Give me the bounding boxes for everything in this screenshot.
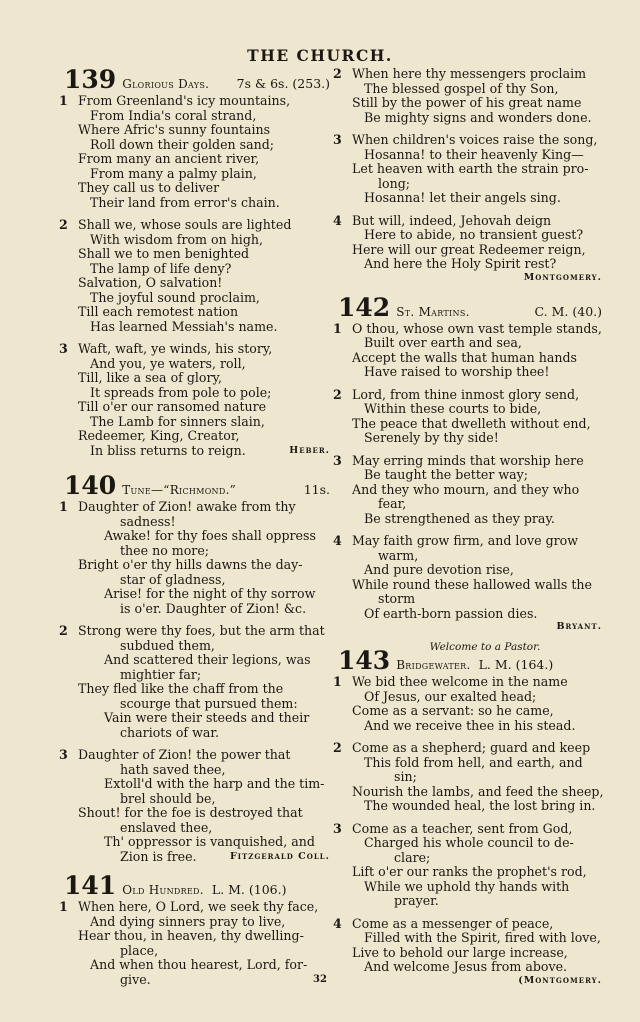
tune-name: St. Martins. (396, 304, 470, 319)
verse-line: From many a palmy plain, (90, 165, 257, 181)
verse-line: Of earth-born passion dies. (364, 605, 538, 621)
hymn-number: 141 (64, 871, 117, 900)
verse-line: Their land from error's chain. (90, 194, 280, 210)
verse-line: 1 From Greenland's icy mountains, (59, 93, 291, 108)
verse-line: 1 O thou, whose own vast temple stands, (333, 320, 602, 336)
verse-line: star of gladness, (120, 571, 226, 587)
verse-line: The peace that dwelleth without end, (352, 415, 591, 431)
hymn-141 (59, 871, 330, 987)
verse-line: Shall we to men benighted (78, 246, 250, 261)
verse-line: While round these hallowed walls the (352, 576, 592, 592)
verse-line: warm, (378, 547, 419, 563)
verse-line: 4 May faith grow firm, and love grow (333, 533, 579, 548)
verse-line: And here the Holy Spirit rest? (364, 256, 557, 271)
verse-number: 3 (59, 747, 68, 762)
verse-number: 1 (59, 499, 68, 514)
hymn-143 (333, 641, 604, 987)
author-attribution: Fitzgerald Coll. (229, 850, 330, 862)
hymn-heading (64, 872, 330, 900)
verse-number: 3 (333, 452, 342, 468)
verse-line: Till o'er our ransomed nature (78, 399, 267, 414)
verse-line: thee no more; (120, 542, 210, 558)
meter: 11s. (303, 482, 330, 497)
verse-line: Serenely by thy side! (364, 430, 499, 445)
verse-number: 2 (333, 740, 342, 755)
verse-line: The blessed gospel of thy Son, (364, 80, 559, 96)
verse-line: chariots of war. (120, 724, 220, 740)
verse-line: And scattered their legions, was (104, 652, 311, 667)
verse-line: Let heaven with earth the strain pro- (352, 161, 589, 176)
verse-line: The wounded heal, the lost bring in. (364, 798, 596, 813)
hymn-number: 142 (338, 292, 391, 322)
verse-line: 3 Waft, waft, ye winds, his story, (59, 341, 273, 356)
verse-line: give. (120, 971, 151, 987)
hymn-141-continued (333, 66, 602, 284)
verse-line: Vain were their steeds and their (104, 710, 310, 725)
verse-line: In bliss returns to reign. Heber. (90, 442, 330, 458)
verse-line: hath saved thee, (120, 761, 226, 777)
verse-number: 2 (59, 623, 68, 638)
verse-line: Hosanna! to their heavenly King— (364, 146, 584, 162)
verse-line: And welcome Jesus from above. (364, 959, 568, 974)
right-column (333, 66, 604, 987)
verse-line: And they who mourn, and they who (352, 481, 580, 497)
tune-name: Tune—“Richmond.” (122, 483, 237, 497)
verse-line: The Lamb for sinners slain, (90, 413, 265, 429)
verse-line: 4 Come as a messenger of peace, (333, 915, 554, 931)
verse-line: Come as a servant: so he came, (352, 703, 554, 718)
tune-name: Old Hundred. (122, 883, 204, 897)
verse-line: And pure devotion rise, (364, 562, 514, 577)
verse-line: Hosanna! let their angels sing. (364, 190, 561, 205)
hymn-139 (59, 65, 330, 458)
verse-number: 4 (333, 915, 342, 931)
verse-line: With wisdom from on high, (90, 231, 264, 247)
verse-line: The lamp of life deny? (90, 260, 232, 276)
verse-line: Arise! for the night of thy sorrow (104, 586, 316, 601)
verse-line: This fold from hell, and earth, and (364, 754, 583, 770)
verse-line: 2 Lord, from thine inmost glory send, (333, 386, 580, 402)
verse-line: Has learned Messiah's name. (90, 318, 278, 334)
verse-line: Be mighty signs and wonders done. (364, 109, 592, 125)
meter: L. M. (106.) (211, 882, 287, 897)
hymn-number: 140 (64, 471, 117, 500)
verse-line: They fled like the chaff from the (78, 681, 284, 696)
verse-number: 2 (333, 386, 342, 402)
verse-line: Till, like a sea of glory, (78, 370, 222, 385)
meter: 7s & 6s. (253.) (236, 76, 330, 91)
verse-number: 2 (59, 217, 68, 232)
verse-line: Awake! for thy foes shall oppress (104, 528, 316, 543)
verse-line: prayer. (394, 893, 439, 908)
verse-number: 2 (333, 66, 342, 81)
verse-line: brel should be, (120, 790, 216, 806)
verse-line: Extoll'd with the harp and the tim- (104, 776, 325, 791)
verse-line: While we uphold thy hands with (364, 878, 570, 894)
meter: L. M. (164.) (478, 657, 554, 672)
verse-line: And you, ye waters, roll, (90, 355, 246, 371)
verse-line: Hear thou, in heaven, thy dwelling- (78, 928, 304, 943)
hymn-heading (338, 294, 602, 322)
verse-line: sin; (394, 769, 417, 784)
verse-line: 1 Daughter of Zion! awake from thy (59, 499, 296, 514)
hymn-number: 143 (338, 646, 391, 675)
hymn-heading (64, 472, 330, 500)
verse-line: 3 Daughter of Zion! the power that (59, 747, 291, 762)
occasion-title: Welcome to a Pastor. (429, 641, 541, 653)
author-attribution: Heber. (289, 444, 330, 456)
verse-line: Be strengthened as they pray. (364, 510, 555, 526)
verse-number: 4 (333, 212, 342, 228)
verse-line: From many an ancient river, (78, 151, 260, 166)
verse-line: place, (120, 942, 159, 958)
hymn-heading (64, 66, 330, 94)
verse-line: The joyful sound proclaim, (90, 289, 260, 305)
verse-number: 1 (59, 899, 68, 914)
author-attribution: Montgomery. (523, 271, 602, 283)
verse-line: 3 When children's voices raise the song, (333, 132, 598, 147)
verse-line: Shout! for the foe is destroyed that (78, 805, 303, 820)
verse-line: Zion is free. Fitzgerald Coll. (120, 848, 330, 864)
verse-line: 2 When here thy messengers proclaim (333, 66, 587, 81)
verse-line: And we receive thee in his stead. (364, 717, 576, 733)
verse-line: They call us to deliver (78, 180, 220, 195)
verse-line: Live to behold our large increase, (352, 944, 568, 960)
verse-line: Built over earth and sea, (364, 335, 522, 350)
verse-line: Till each remotest nation (78, 304, 239, 319)
verse-line: 1 We bid thee welcome in the name (333, 674, 568, 689)
verse-line: Filled with the Spirit, fired with love, (364, 930, 601, 945)
verse-line: Of Jesus, our exalted head; (364, 688, 537, 704)
verse-line: scourge that pursued them: (120, 695, 298, 711)
verse-line: Have raised to worship thee! (364, 364, 550, 379)
verse-line: mightier far; (120, 666, 202, 682)
verse-number: 1 (59, 93, 68, 108)
verse-line: Th' oppressor is vanquished, and (104, 834, 315, 849)
verse-line: 1 When here, O Lord, we seek thy face, (59, 899, 319, 914)
verse-number: 4 (333, 533, 342, 548)
meter: C. M. (40.) (534, 303, 602, 319)
verse-line: Here will our great Redeemer reign, (352, 241, 586, 257)
verse-number: 1 (333, 320, 342, 336)
verse-line: Where Afric's sunny fountains (78, 122, 271, 137)
hymn-number: 139 (64, 65, 117, 94)
verse-number: 1 (333, 674, 342, 689)
verse-line: And dying sinners pray to live, (90, 913, 286, 929)
verse-line: 2 Strong were thy foes, but the arm that (59, 623, 325, 638)
verse-number: 3 (333, 820, 342, 836)
verse-line: 4 But will, indeed, Jehovah deign (333, 212, 552, 228)
verse-line: 3 May erring minds that worship here (333, 452, 584, 468)
verse-number: 3 (59, 341, 68, 356)
running-title: THE CHURCH. (247, 46, 393, 65)
verse-line: Redeemer, King, Creator, (78, 428, 240, 443)
verse-line: 2 Shall we, whose souls are lighted (59, 217, 292, 232)
author-attribution: Bryant. (556, 621, 602, 632)
verse-number: 3 (333, 132, 342, 147)
author-attribution: (Montgomery. (518, 974, 602, 986)
verse-line: Bright o'er thy hills dawns the day- (78, 557, 303, 572)
hymn-142 (333, 292, 602, 634)
tune-name: Glorious Days. (122, 77, 210, 91)
left-column (59, 65, 330, 987)
verse-line: enslaved thee, (120, 819, 213, 835)
verse-line: Accept the walls that human hands (352, 349, 578, 365)
verse-line: Be taught the better way; (364, 467, 529, 482)
page-number: 32 (313, 974, 327, 985)
verse-line: Here to abide, no transient guest? (364, 227, 584, 242)
verse-line: Within these courts to bide, (364, 401, 542, 416)
verse-line: Salvation, O salvation! (78, 275, 223, 290)
verse-line: 3 Come as a teacher, sent from God, (333, 820, 573, 836)
hymn-140 (59, 471, 330, 864)
verse-line: 2 Come as a shepherd; guard and keep (333, 740, 591, 755)
verse-line: is o'er. Daughter of Zion! &c. (120, 600, 307, 616)
verse-line: fear, (378, 496, 407, 511)
verse-line: It spreads from pole to pole; (90, 384, 272, 400)
verse-line: clare; (394, 849, 431, 865)
verse-line: sadness! (120, 513, 176, 529)
verse-line: storm (378, 591, 416, 606)
verse-line: From India's coral strand, (90, 107, 257, 123)
verse-line: long; (378, 175, 411, 191)
verse-line: Lift o'er our ranks the prophet's rod, (352, 864, 587, 879)
verse-line: subdued them, (120, 637, 215, 653)
verse-line: Roll down their golden sand; (90, 136, 275, 152)
verse-line: Still by the power of his great name (352, 95, 582, 110)
verse-line: Charged his whole council to de- (364, 835, 574, 850)
tune-name: Bridgewater. (396, 658, 471, 672)
verse-line: Nourish the lambs, and feed the sheep, (352, 783, 604, 799)
verse-line: And when thou hearest, Lord, for- (90, 957, 308, 972)
